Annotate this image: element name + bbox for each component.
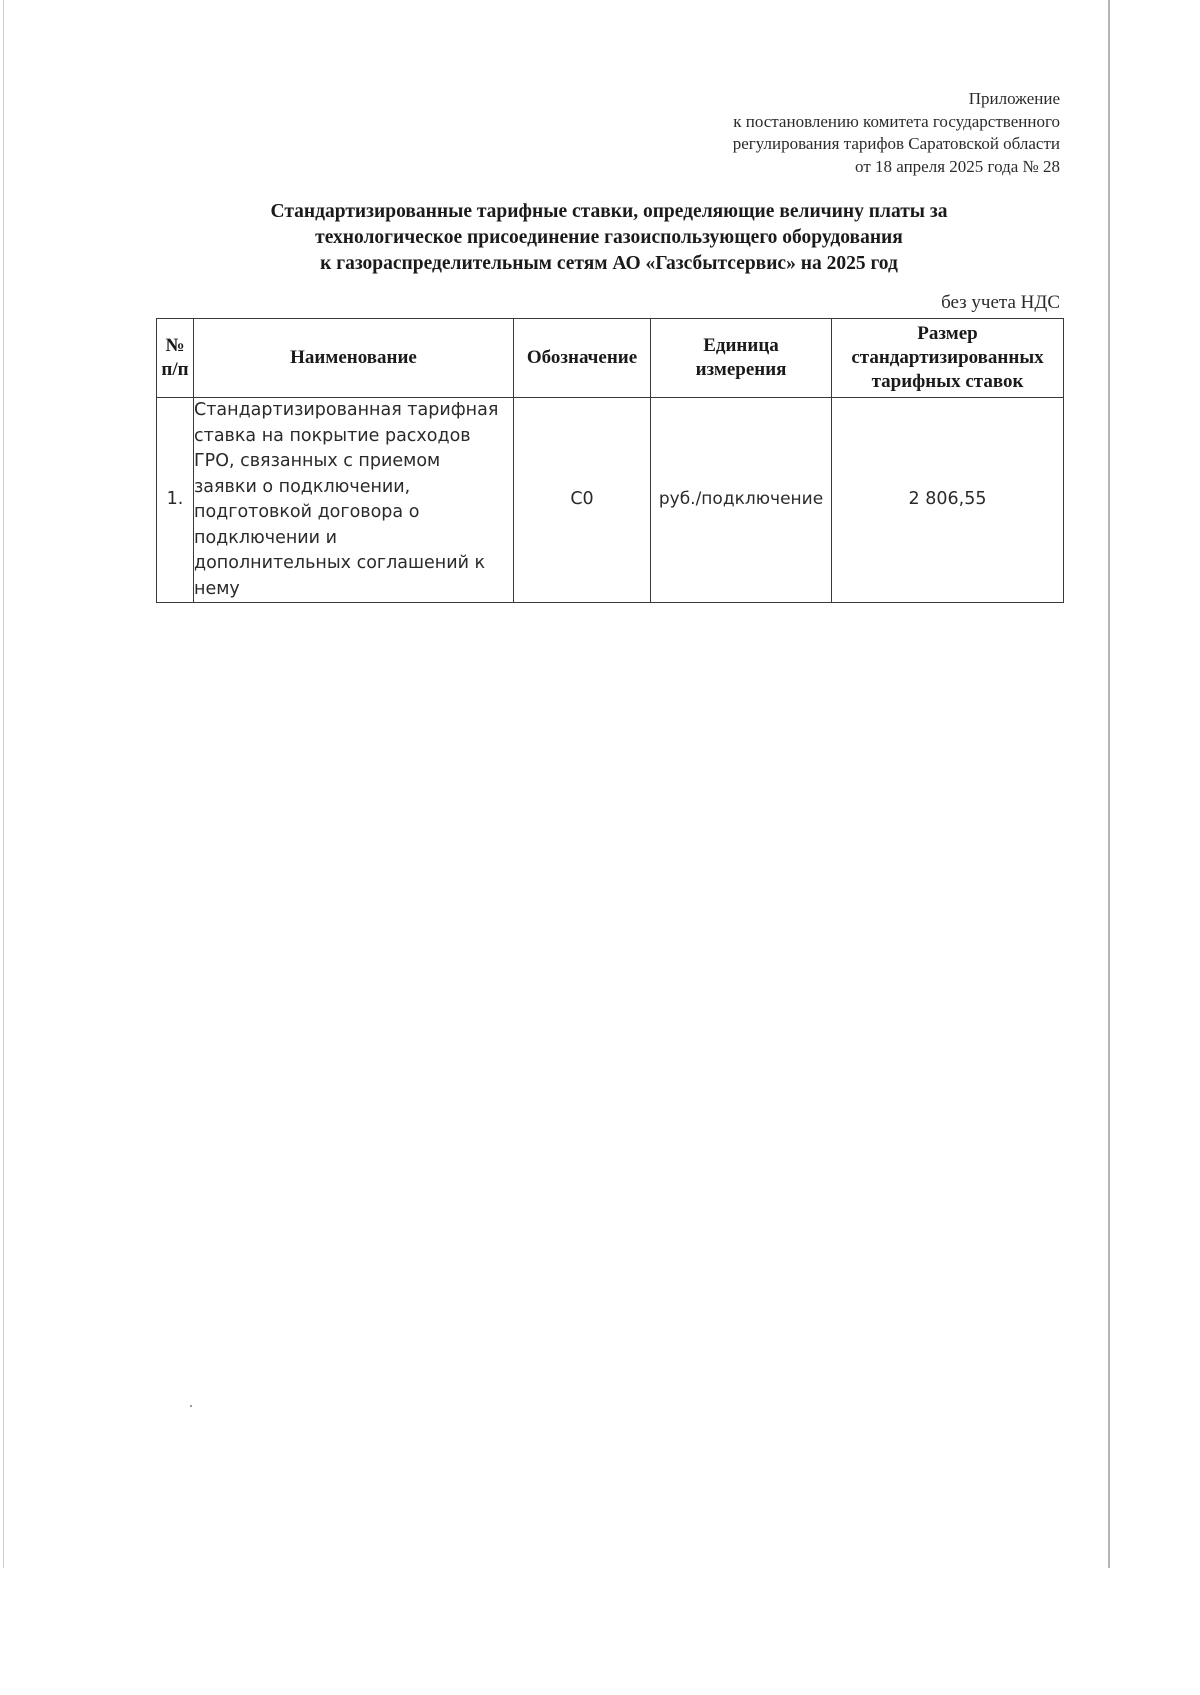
- title-line: технологическое присоединение газоиспользующего оборудования: [315, 227, 903, 248]
- title-line: к газораспределительным сетям АО «Газсбытсервис» на 2025 год: [320, 253, 898, 274]
- header-name: Наименование: [194, 319, 514, 398]
- document-title: [150, 199, 1068, 277]
- appendix-line: к постановлению комитета государственного: [733, 111, 1060, 131]
- row-name-line: подготовкой договора о: [194, 502, 420, 522]
- header-unit: [651, 319, 832, 398]
- row-name-line: заявки о подключении,: [194, 476, 411, 497]
- row-number: 1.: [157, 398, 194, 603]
- header-number: [157, 319, 194, 398]
- row-name: [194, 398, 514, 603]
- header-size-line: тарифных ставок: [871, 371, 1024, 392]
- appendix-line: от 18 апреля 2025 года № 28: [855, 156, 1060, 176]
- page-edge-line: [3, 0, 4, 1568]
- page-edge-band: [1108, 0, 1110, 1568]
- header-unit-line: измерения: [695, 359, 787, 380]
- table-header-row: [157, 319, 1064, 398]
- row-name-line: ГРО, связанных с приемом: [194, 451, 441, 471]
- row-designation: С0: [514, 398, 651, 603]
- appendix-line: Приложение: [968, 89, 1060, 108]
- row-name-line: ставка на покрытие расходов: [194, 425, 471, 446]
- row-value: 2 806,55: [832, 398, 1064, 603]
- header-designation: Обозначение: [514, 319, 651, 398]
- row-name-line: Стандартизированная тарифная: [194, 400, 499, 420]
- header-number-line: №: [165, 335, 185, 356]
- row-name-line: нему: [194, 578, 240, 599]
- header-unit-line: Единица: [703, 335, 779, 356]
- header-size-line: стандартизированных: [851, 347, 1044, 368]
- row-name-line: дополнительных соглашений к: [194, 553, 486, 573]
- row-unit: руб./подключение: [651, 398, 832, 603]
- scan-speck: [190, 1405, 192, 1407]
- title-line: Стандартизированные тарифные ставки, определяющие величину платы за: [270, 201, 948, 222]
- row-name-line: подключении и: [194, 527, 337, 548]
- appendix-line: регулирования тарифов Саратовской области: [732, 134, 1060, 153]
- header-number-line: п/п: [161, 359, 189, 380]
- header-size-line: Размер: [917, 323, 978, 344]
- header-size: [832, 319, 1064, 398]
- table-row: [157, 398, 1064, 603]
- appendix-block: [733, 88, 1060, 178]
- vat-note: без учета НДС: [941, 292, 1060, 313]
- tariff-table: [156, 318, 1064, 603]
